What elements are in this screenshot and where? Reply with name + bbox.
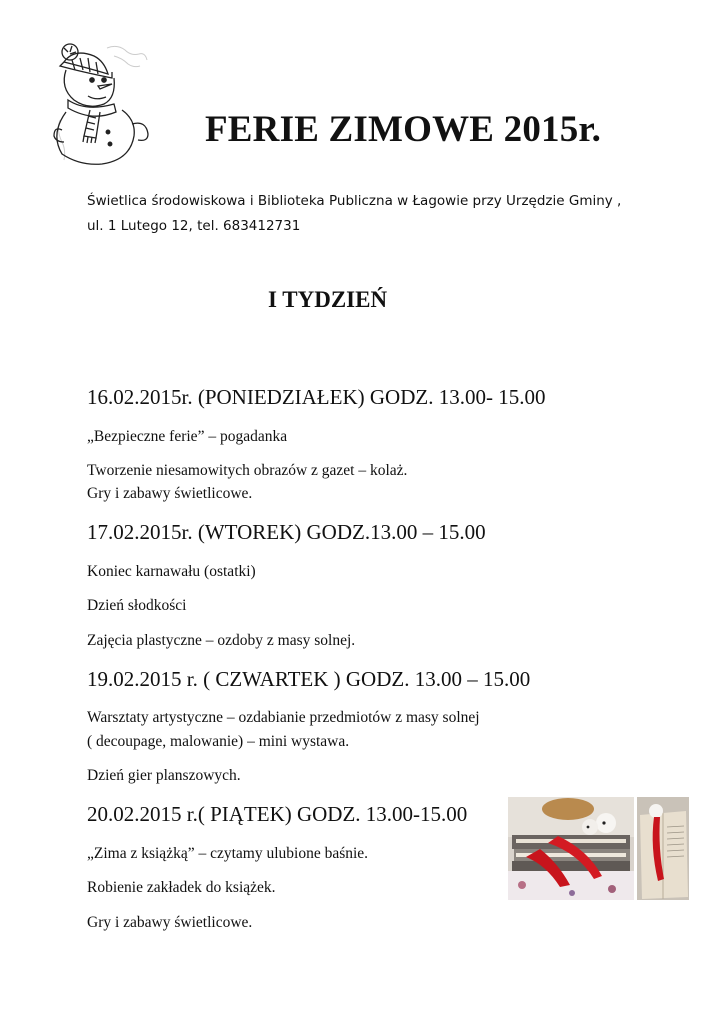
page-title: FERIE ZIMOWE 2015r. <box>205 109 602 150</box>
activity-item: Dzień gier planszowych. <box>87 767 241 784</box>
activity-item: Koniec karnawału (ostatki) <box>87 563 256 580</box>
activity-item: Warsztaty artystyczne – ozdabianie przedmiotów z masy solnej <box>87 709 480 726</box>
activity-item: „Bezpieczne ferie” – pogadanka <box>87 428 288 445</box>
activity-item: Zajęcia plastyczne – ozdoby z masy solnej. <box>87 632 356 649</box>
organization-line: Świetlica środowiskowa i Biblioteka Publiczna w Łagowie przy Urzędzie Gminy , <box>87 193 622 209</box>
activity-item: Robienie zakładek do książek. <box>87 879 276 896</box>
snowman-icon <box>52 40 152 165</box>
day-heading: 16.02.2015r. (PONIEDZIAŁEK) GODZ. 13.00- 15.00 <box>87 385 546 409</box>
activity-item: ( decoupage, malowanie) – mini wystawa. <box>87 733 350 750</box>
activity-item: Tworzenie niesamowitych obrazów z gazet – kolaż. <box>87 462 408 479</box>
day-heading: 19.02.2015 r. ( CZWARTEK ) GODZ. 13.00 – 15.00 <box>87 667 531 691</box>
day-heading: 20.02.2015 r.( PIĄTEK) GODZ. 13.00-15.00 <box>87 802 468 826</box>
day-heading: 17.02.2015r. (WTOREK) GODZ.13.00 – 15.00 <box>87 520 486 544</box>
address-line: ul. 1 Lutego 12, tel. 683412731 <box>87 218 301 234</box>
activity-item: Gry i zabawy świetlicowe. <box>87 914 253 931</box>
activity-item: Gry i zabawy świetlicowe. <box>87 485 253 502</box>
bookmark-photo <box>508 797 689 900</box>
week-title: I TYDZIEŃ <box>268 287 388 312</box>
activity-item: „Zima z książką” – czytamy ulubione baśnie. <box>87 845 369 862</box>
activity-item: Dzień słodkości <box>87 597 187 614</box>
